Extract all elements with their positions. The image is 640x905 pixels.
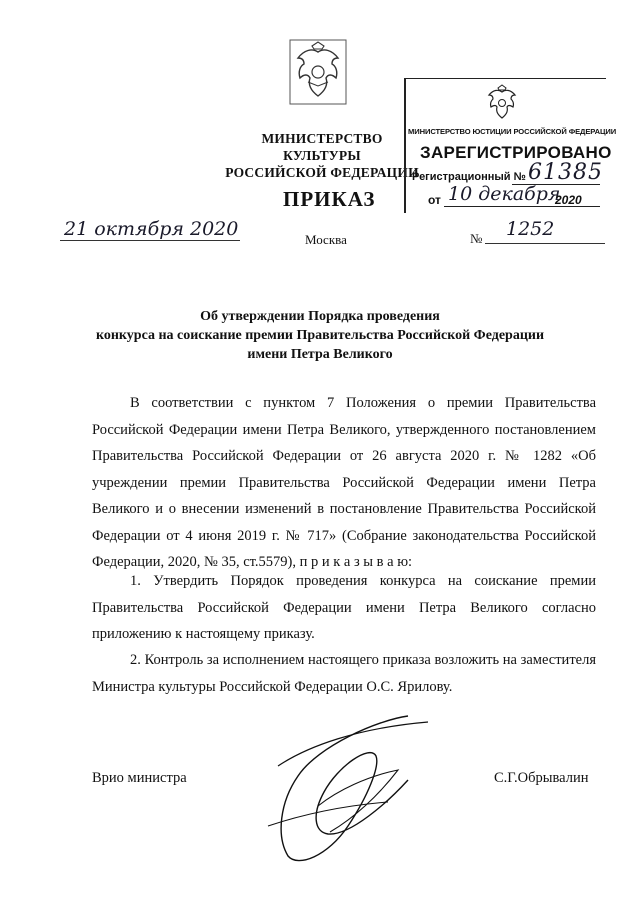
city: Москва	[305, 232, 347, 247]
stamp-date-prefix: от	[428, 193, 441, 207]
signer-position: Врио министра	[92, 770, 187, 786]
coat-of-arms-icon	[286, 38, 350, 106]
order-date-underline	[60, 240, 240, 241]
stamp-year: 2020	[555, 193, 582, 207]
body-paragraph-item-2: 2. Контроль за исполнением настоящего приказа возложить на заместителя Министра культуры Российской Федерации О.С. Ярилову.	[92, 652, 596, 695]
stamp-authority: МИНИСТЕРСТВО ЮСТИЦИИ РОССИЙСКОЙ ФЕДЕРАЦИИ	[408, 127, 617, 136]
body-paragraph-preamble: В соответствии с пунктом 7 Положения о премии Правительства Российской Федерации имени Петра Великого, утвержденного постановлением Правительства Российской Федерации от 26 августа 2020 г. № 1282 «Об учреждении премии Правительства Российской Федерации имени Петра Великого и о внесении изменений в постановление Правительства Российской Федерации от 4 июня 2019 г. № 717» (Собрание законодательства Российской Федерации, 2020, № 35, ст.5579), п р и к а з ы в а ю:	[92, 395, 596, 570]
ministry-line1: МИНИСТЕРСТВО КУЛЬТУРЫ	[261, 131, 383, 163]
stamp-regnum-label: Регистрационный №	[412, 171, 526, 183]
stamp-coat-of-arms-icon	[484, 84, 520, 122]
order-number-handwritten: 1252	[506, 218, 555, 240]
stamp-registered: ЗАРЕГИСТРИРОВАНО	[420, 143, 612, 162]
subject-line1: Об утверждении Порядка проведения	[200, 309, 440, 324]
document-type: ПРИКАЗ	[283, 187, 376, 211]
subject-line2: конкурса на соискание премии Правительства Российской Федерации	[95, 328, 545, 343]
stamp-date-underline	[444, 206, 600, 207]
signature-icon	[258, 706, 438, 866]
signer-name: С.Г.Обрывалин	[494, 770, 589, 786]
subject-line3: имени Петра Великого	[247, 347, 393, 362]
order-date-handwritten: 21 октября 2020	[64, 218, 239, 240]
ministry-line2: РОССИЙСКОЙ ФЕДЕРАЦИИ	[225, 165, 419, 180]
stamp-date-handwritten: 10 декабря	[448, 183, 561, 205]
order-subject	[90, 307, 550, 364]
body-paragraph-item-1: 1. Утвердить Порядок проведения конкурса на соискание премии Правительства Российской Федерации имени Петра Великого согласно приложению к настоящему приказу.	[92, 573, 596, 642]
ministry-name	[222, 130, 422, 181]
order-number-underline	[485, 243, 605, 244]
stamp-regnum-handwritten: 61385	[528, 160, 603, 185]
order-number-label: №	[470, 231, 483, 246]
